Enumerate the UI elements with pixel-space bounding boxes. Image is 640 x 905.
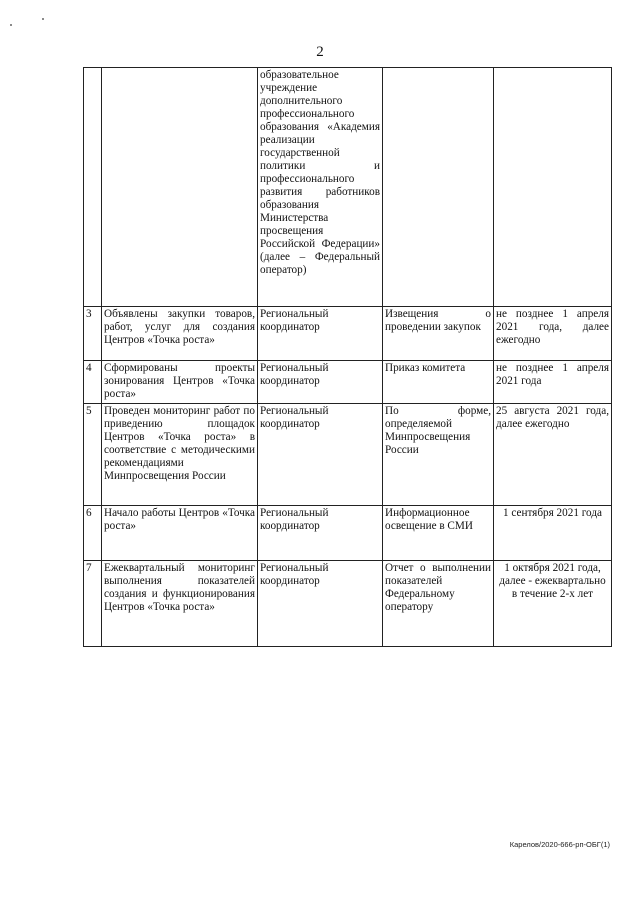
table-row	[84, 506, 612, 561]
row-number: 5	[84, 404, 102, 506]
result-cell: Отчет о выполнении показателей Федеральному оператору	[383, 561, 494, 647]
table-row	[84, 561, 612, 647]
responsible-cell: Региональный координатор	[258, 404, 383, 506]
table-row	[84, 361, 612, 404]
event-cell	[102, 68, 258, 307]
table-row	[84, 404, 612, 506]
responsible-cell: Региональный координатор	[258, 506, 383, 561]
result-cell: Приказ комитета	[383, 361, 494, 404]
event-cell: Начало работы Центров «Точка роста»	[102, 506, 258, 561]
row-number: 3	[84, 307, 102, 361]
row-number: 4	[84, 361, 102, 404]
event-cell: Объявлены закупки товаров, работ, услуг для создания Центров «Точка роста»	[102, 307, 258, 361]
responsible-cell: Региональный координатор	[258, 307, 383, 361]
responsible-cell: образовательное учреждение дополнительного профессионального образования «Академия реализации государственной политики и профессионального развития работников образования Министерства просвещения Российской Федерации» (далее – Федеральный оператор)	[258, 68, 383, 307]
event-cell: Ежеквартальный мониторинг выполнения показателей создания и функционирования Центров «Точка роста»	[102, 561, 258, 647]
deadline-cell: не позднее 1 апреля 2021 года	[494, 361, 612, 404]
deadline-cell: не позднее 1 апреля 2021 года, далее ежегодно	[494, 307, 612, 361]
responsible-cell: Региональный координатор	[258, 561, 383, 647]
event-cell: Сформированы проекты зонирования Центров «Точка роста»	[102, 361, 258, 404]
result-cell: Извещения о проведении закупок	[383, 307, 494, 361]
result-cell	[383, 68, 494, 307]
row-number: 7	[84, 561, 102, 647]
result-cell: По форме, определяемой Минпросвещения России	[383, 404, 494, 506]
page-number: 2	[316, 44, 324, 60]
row-number	[84, 68, 102, 307]
deadline-cell: 1 сентября 2021 года	[494, 506, 612, 561]
table-row	[84, 68, 612, 307]
deadline-cell: 1 октября 2021 года, далее - ежеквартально в течение 2-х лет	[494, 561, 612, 647]
deadline-cell	[494, 68, 612, 307]
responsible-cell: Региональный координатор	[258, 361, 383, 404]
event-cell: Проведен мониторинг работ по приведению площадок Центров «Точка роста» в соответствие с методическими рекомендациями Минпросвещения России	[102, 404, 258, 506]
table-row	[84, 307, 612, 361]
events-table	[83, 67, 612, 647]
result-cell: Информационное освещение в СМИ	[383, 506, 494, 561]
document-code: Карелов/2020-666-рп-ОБГ(1)	[509, 840, 610, 849]
deadline-cell: 25 августа 2021 года, далее ежегодно	[494, 404, 612, 506]
row-number: 6	[84, 506, 102, 561]
